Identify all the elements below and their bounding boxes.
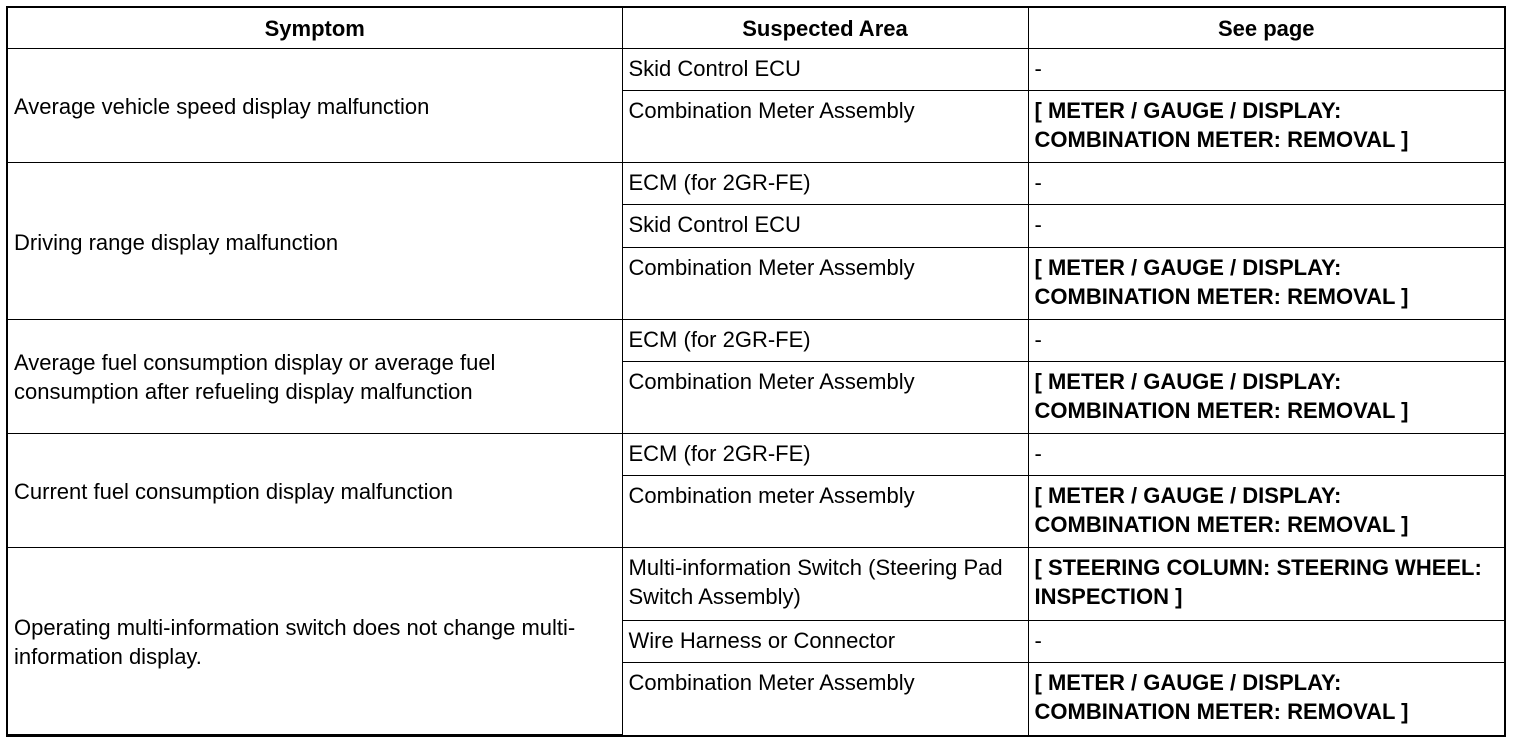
see-page-cell: - <box>1028 620 1504 662</box>
symptom-cell: Current fuel consumption display malfunction <box>8 434 622 548</box>
suspected-area-cell: Wire Harness or Connector <box>622 620 1028 662</box>
troubleshooting-table-frame <box>6 6 1506 737</box>
suspected-area-cell: Skid Control ECU <box>622 49 1028 91</box>
table-row <box>8 434 1504 476</box>
table-row <box>8 548 1504 620</box>
table-row <box>8 49 1504 91</box>
see-page-link[interactable]: [ METER / GAUGE / DISPLAY: COMBINATION METER: REMOVAL ] <box>1028 361 1504 433</box>
suspected-area-cell: ECM (for 2GR-FE) <box>622 434 1028 476</box>
symptom-cell: Average vehicle speed display malfunction <box>8 49 622 163</box>
see-page-link[interactable]: [ METER / GAUGE / DISPLAY: COMBINATION METER: REMOVAL ] <box>1028 91 1504 163</box>
suspected-area-cell: Combination meter Assembly <box>622 476 1028 548</box>
suspected-area-cell: ECM (for 2GR-FE) <box>622 163 1028 205</box>
see-page-link[interactable]: [ METER / GAUGE / DISPLAY: COMBINATION METER: REMOVAL ] <box>1028 476 1504 548</box>
see-page-link[interactable]: [ STEERING COLUMN: STEERING WHEEL: INSPECTION ] <box>1028 548 1504 620</box>
header-symptom: Symptom <box>8 8 622 49</box>
symptom-cell: Driving range display malfunction <box>8 163 622 319</box>
see-page-cell: - <box>1028 434 1504 476</box>
troubleshooting-table <box>8 8 1504 735</box>
see-page-cell: - <box>1028 49 1504 91</box>
see-page-cell: - <box>1028 163 1504 205</box>
suspected-area-cell: Combination Meter Assembly <box>622 662 1028 734</box>
symptom-cell: Average fuel consumption display or average fuel consumption after refueling display malfunction <box>8 319 622 433</box>
suspected-area-cell: Multi-information Switch (Steering Pad Switch Assembly) <box>622 548 1028 620</box>
see-page-link[interactable]: [ METER / GAUGE / DISPLAY: COMBINATION METER: REMOVAL ] <box>1028 662 1504 734</box>
see-page-cell: - <box>1028 205 1504 247</box>
symptom-cell: Operating multi-information switch does not change multi-information display. <box>8 548 622 735</box>
suspected-area-cell: ECM (for 2GR-FE) <box>622 319 1028 361</box>
suspected-area-cell: Combination Meter Assembly <box>622 247 1028 319</box>
header-see-page: See page <box>1028 8 1504 49</box>
table-row <box>8 163 1504 205</box>
header-row <box>8 8 1504 49</box>
suspected-area-cell: Combination Meter Assembly <box>622 361 1028 433</box>
suspected-area-cell: Skid Control ECU <box>622 205 1028 247</box>
table-row <box>8 319 1504 361</box>
header-suspected-area: Suspected Area <box>622 8 1028 49</box>
see-page-cell: - <box>1028 319 1504 361</box>
see-page-link[interactable]: [ METER / GAUGE / DISPLAY: COMBINATION METER: REMOVAL ] <box>1028 247 1504 319</box>
suspected-area-cell: Combination Meter Assembly <box>622 91 1028 163</box>
